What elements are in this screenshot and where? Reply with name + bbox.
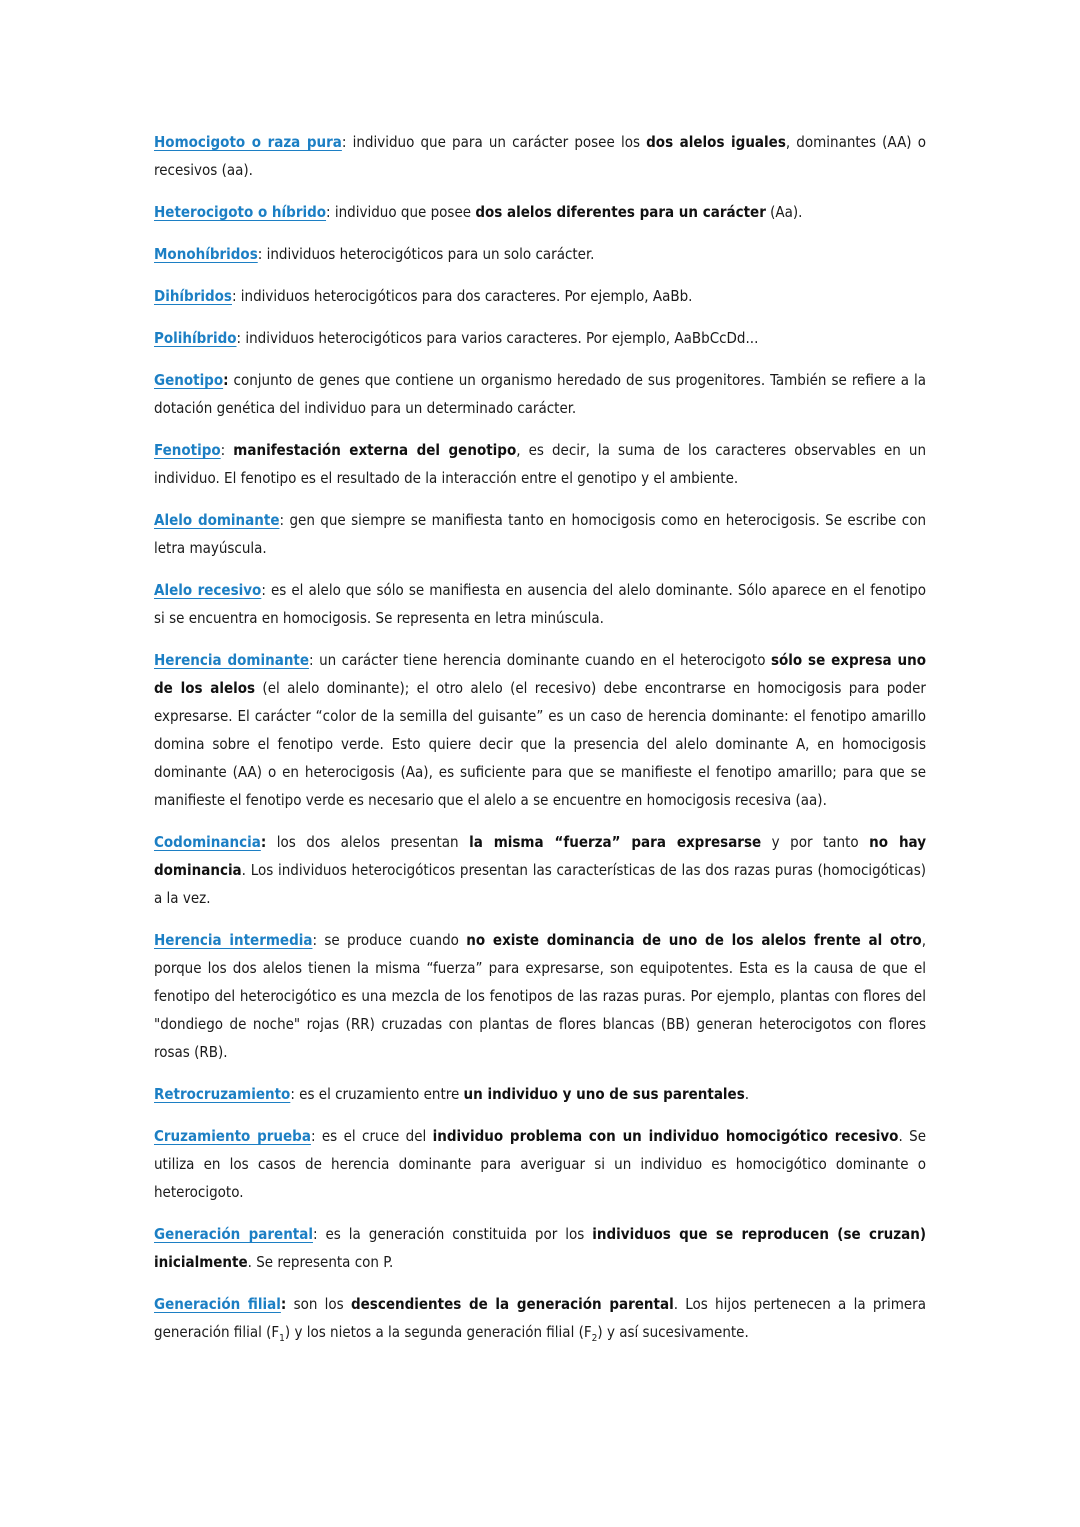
definition-text: . Los individuos heterocigóticos presentan las características de las dos razas puras (homocigóticas) a la vez. <box>154 861 926 907</box>
definition-text: : es la generación constituida por los <box>313 1225 593 1243</box>
glossary-term: Heterocigoto o híbrido <box>154 203 327 221</box>
bold-text: no existe dominancia de uno de los alelos frente al otro <box>466 931 922 949</box>
glossary-entry <box>154 1080 926 1108</box>
glossary-entry <box>154 506 926 562</box>
glossary-entry <box>154 828 926 912</box>
definition-text: . <box>744 1085 750 1103</box>
definition-text: : es el alelo que sólo se manifiesta en ausencia del alelo dominante. Sólo aparece en el fenotipo si se encuentra en homocigosis. Se representa en letra minúscula. <box>154 581 926 627</box>
glossary-term: Herencia dominante <box>154 651 310 669</box>
glossary-term: Fenotipo <box>154 441 221 459</box>
definition-text: (el alelo dominante); el otro alelo (el recesivo) debe encontrarse en homocigosis para poder expresarse. El carácter “color de la semilla del guisante” es un caso de herencia dominante: el fenotipo amarillo domina sobre el fenotipo verde. Esto quiere decir que la presencia del alelo dominante A, en homocigosis dominante (AA) o en heterocigosis (Aa), es suficiente para que se manifieste el fenotipo amarillo; para que se manifieste el fenotipo verde es necesario que el alelo a se encuentre en homocigosis recesiva (aa). <box>154 679 926 809</box>
definition-text: : individuos heterocigóticos para un solo carácter. <box>257 245 595 263</box>
glossary-term: Alelo recesivo <box>154 581 262 599</box>
bold-text: un individuo y uno de sus parentales <box>463 1085 745 1103</box>
definition-text: (Aa). <box>765 203 803 221</box>
definition-text: . Se utiliza en los casos de herencia dominante para averiguar si un individuo es homocigótico dominante o heterocigoto. <box>154 1127 926 1201</box>
glossary-entry <box>154 646 926 814</box>
bold-text: descendientes de la generación parental <box>350 1295 674 1313</box>
bold-text: manifestación externa del genotipo <box>233 441 517 459</box>
glossary-entry <box>154 324 926 352</box>
glossary-term: Retrocruzamiento <box>154 1085 291 1103</box>
definition-text: : es el cruzamiento entre <box>290 1085 464 1103</box>
glossary-entry <box>154 366 926 422</box>
glossary-term: Generación filial <box>154 1295 281 1313</box>
definition-text: , dominantes (AA) o recesivos (aa). <box>154 133 926 179</box>
bold-text: : <box>280 1295 287 1313</box>
glossary-term: Monohíbridos <box>154 245 258 263</box>
glossary-term: Polihíbrido <box>154 329 237 347</box>
definition-text: conjunto de genes que contiene un organismo heredado de sus progenitores. También se refiere a la dotación genética del individuo para un determinado carácter. <box>154 371 926 417</box>
glossary-entry <box>154 926 926 1066</box>
glossary-entry <box>154 128 926 184</box>
glossary-entry <box>154 1290 926 1346</box>
definition-text: . Los hijos pertenecen a la primera generación filial (F <box>154 1295 926 1341</box>
glossary-term: Generación parental <box>154 1225 313 1243</box>
glossary-term: Herencia intermedia <box>154 931 313 949</box>
glossary-list <box>154 128 926 1346</box>
definition-text: los dos alelos presentan <box>266 833 470 851</box>
glossary-entry <box>154 436 926 492</box>
definition-text: : es el cruce del <box>310 1127 433 1145</box>
bold-text: la misma “fuerza” para expresarse <box>469 833 762 851</box>
glossary-entry <box>154 1220 926 1276</box>
glossary-entry <box>154 282 926 310</box>
glossary-term: Dihíbridos <box>154 287 232 305</box>
definition-text: , porque los dos alelos tienen la misma “fuerza” para expresarse, son equipotentes. Esta es la causa de que el fenotipo del heterocigótico es una mezcla de los fenotipos de las razas puras. Por ejemplo, plantas con flores del "dondiego de noche" rojas (RR) cruzadas con plantas de flores blancas (BB) generan heterocigotos con flores rosas (RB). <box>154 931 926 1061</box>
glossary-page <box>154 128 926 1360</box>
definition-text: : <box>220 441 234 459</box>
definition-text: ) y así sucesivamente. <box>597 1323 749 1341</box>
definition-text: : un carácter tiene herencia dominante cuando en el heterocigoto <box>309 651 771 669</box>
definition-text: y por tanto <box>761 833 870 851</box>
glossary-entry <box>154 198 926 226</box>
definition-text: : se produce cuando <box>312 931 467 949</box>
bold-text: individuos que se reproducen (se cruzan) inicialmente <box>154 1225 927 1271</box>
glossary-entry <box>154 576 926 632</box>
subscript: 2 <box>591 1333 598 1344</box>
definition-text: : individuos heterocigóticos para dos caracteres. Por ejemplo, AaBb. <box>231 287 693 305</box>
glossary-term: Codominancia <box>154 833 261 851</box>
glossary-entry <box>154 1122 926 1206</box>
bold-text: : <box>223 371 229 389</box>
definition-text: . Se representa con P. <box>247 1253 394 1271</box>
bold-text: dos alelos diferentes para un carácter <box>475 203 766 221</box>
glossary-term: Cruzamiento prueba <box>154 1127 311 1145</box>
definition-text: ) y los nietos a la segunda generación filial (F <box>284 1323 592 1341</box>
subscript: 1 <box>279 1333 285 1344</box>
glossary-term: Genotipo <box>154 371 224 389</box>
definition-text: : individuo que posee <box>326 203 476 221</box>
bold-text: individuo problema con un individuo homocigótico recesivo <box>432 1127 899 1145</box>
bold-text: dos alelos iguales <box>646 133 786 151</box>
bold-text: sólo se expresa uno de los alelos <box>154 651 926 697</box>
definition-text: : individuos heterocigóticos para varios caracteres. Por ejemplo, AaBbCcDd... <box>236 329 759 347</box>
definition-text: : individuo que para un carácter posee los <box>341 133 647 151</box>
definition-text: : gen que siempre se manifiesta tanto en homocigosis como en heterocigosis. Se escribe con letra mayúscula. <box>154 511 927 557</box>
definition-text: son los <box>286 1295 351 1313</box>
bold-text: no hay dominancia <box>154 833 926 879</box>
glossary-entry <box>154 240 926 268</box>
glossary-term: Alelo dominante <box>154 511 280 529</box>
bold-text: : <box>260 833 267 851</box>
glossary-term: Homocigoto o raza pura <box>154 133 342 151</box>
definition-text: , es decir, la suma de los caracteres observables en un individuo. El fenotipo es el resultado de la interacción entre el genotipo y el ambiente. <box>154 441 926 487</box>
